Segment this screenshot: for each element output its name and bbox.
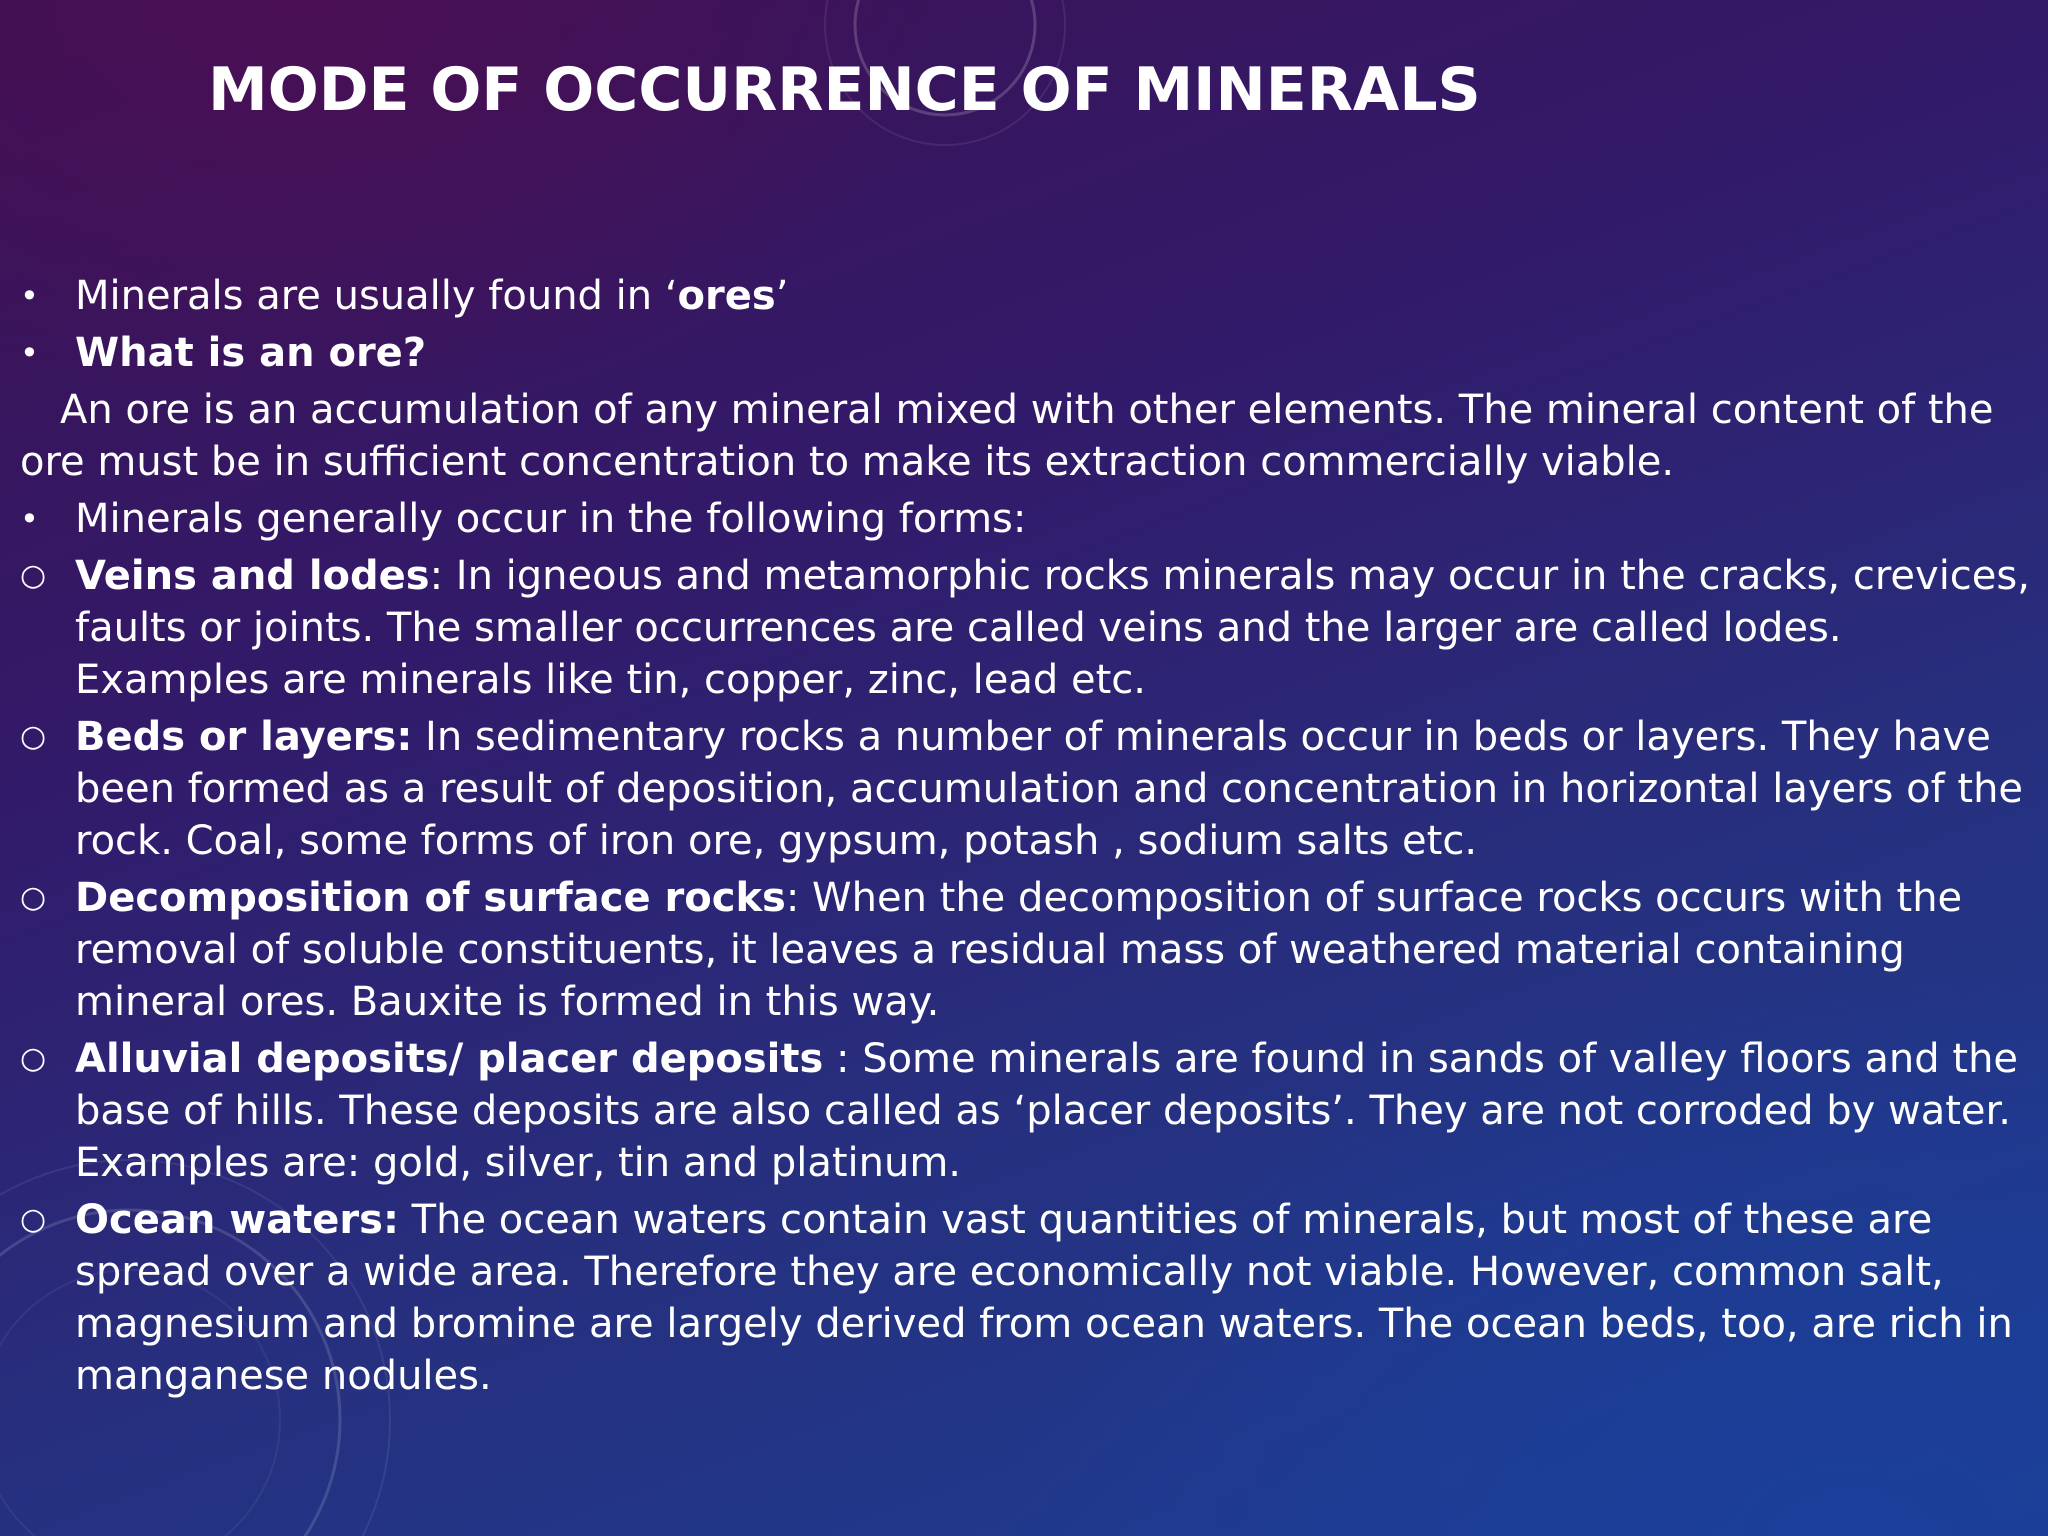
ore-definition: An ore is an accumulation of any mineral mixed with other elements. The mineral content of the ore must be in sufficient concentration to make its extraction commercially viable. xyxy=(20,387,1994,485)
form-alluvial-deposits xyxy=(20,1033,2030,1189)
form-text: : When the decomposition of surface rocks occurs with the removal of soluble constituents, it leaves a residual mass of weathered material containing mineral ores. Bauxite is formed in this way. xyxy=(75,875,1963,1025)
bullet-what-is-ore xyxy=(20,327,2030,379)
bullet-ores xyxy=(20,270,2030,322)
bullet-marker: • xyxy=(20,334,39,372)
form-term: Veins and lodes xyxy=(75,553,430,599)
form-beds-or-layers xyxy=(20,711,2030,867)
form-text: : Some minerals are found in sands of valley floors and the base of hills. These deposits are also called as ‘placer deposits’. They are not corroded by water. Examples are: gold, silver, tin and platinum. xyxy=(75,1036,2019,1186)
form-term: Alluvial deposits/ placer deposits xyxy=(75,1036,824,1082)
circle-marker: ○ xyxy=(20,1041,47,1076)
bullet-text-bold: ores xyxy=(677,273,776,319)
form-text: : In igneous and metamorphic rocks minerals may occur in the cracks, crevices, faults or joints. The smaller occurrences are called veins and the larger are called lodes. Examples are minerals like tin, copper, zinc, lead etc. xyxy=(75,553,2030,703)
form-term: Ocean waters: xyxy=(75,1197,399,1243)
circle-marker: ○ xyxy=(20,558,47,593)
bullet-text-post: ’ xyxy=(775,273,789,319)
bullet-forms-intro xyxy=(20,493,2030,545)
slide-title: MODE OF OCCURRENCE OF MINERALS xyxy=(208,55,1481,125)
circle-marker: ○ xyxy=(20,880,47,915)
form-text: The ocean waters contain vast quantities of minerals, but most of these are spread over a wide area. Therefore they are economically not viable. However, common salt, magnesium and bromine are largely derived from ocean waters. The ocean beds, too, are rich in manganese nodules. xyxy=(75,1197,2013,1399)
form-term: Beds or layers: xyxy=(75,714,413,760)
form-term: Decomposition of surface rocks xyxy=(75,875,786,921)
bullet-text-pre: Minerals are usually found in ‘ xyxy=(75,273,678,319)
form-decomposition xyxy=(20,872,2030,1028)
bullet-marker: • xyxy=(20,500,39,538)
bullet-text-bold: What is an ore? xyxy=(75,330,427,376)
circle-marker: ○ xyxy=(20,1202,47,1237)
form-ocean-waters xyxy=(20,1194,2030,1402)
bullet-text: Minerals generally occur in the following forms: xyxy=(75,496,1027,542)
form-veins-and-lodes xyxy=(20,550,2030,706)
slide-body xyxy=(20,270,2030,1407)
bullet-marker: • xyxy=(20,277,39,315)
form-text: In sedimentary rocks a number of minerals occur in beds or layers. They have been formed as a result of deposition, accumulation and concentration in horizontal layers of the rock. Coal, some forms of iron ore, gypsum, potash , sodium salts etc. xyxy=(75,714,2024,864)
circle-marker: ○ xyxy=(20,719,47,754)
